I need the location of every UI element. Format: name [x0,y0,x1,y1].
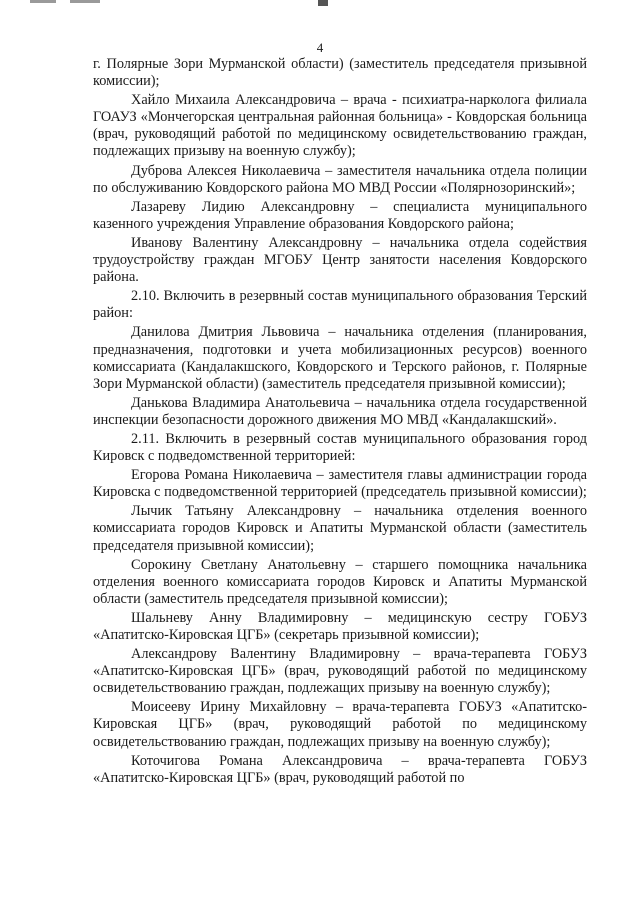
paragraph: Егорова Романа Николаевича – заместителя главы администрации города Кировска с подведомственной территорией (председатель призывной комиссии); [93,467,587,501]
section-heading: 2.10. Включить в резервный состав муниципального образования Терский район: [93,288,587,322]
document-body [93,56,587,789]
scan-artifact [318,0,328,6]
paragraph: Лычик Татьяну Александровну – начальника отделения военного комиссариата городов Кировск и Апатиты Мурманской области (заместитель председателя призывной комиссии); [93,503,587,554]
paragraph: Данькова Владимира Анатольевича – начальника отдела государственной инспекции безопасности дорожного движения МО МВД «Кандалакшский». [93,394,587,428]
paragraph: Коточигова Романа Александровича – врача-терапевта ГОБУЗ «Апатитско-Кировская ЦГБ» (врач, руководящий работой по [93,752,587,786]
paragraph: г. Полярные Зори Мурманской области) (заместитель председателя призывной комиссии); [93,56,587,90]
paragraph: Данилова Дмитрия Львовича – начальника отделения (планирования, предназначения, подготовки и учета мобилизационных ресурсов) военного комиссариата (Кандалакшского, Ковдорского и Терского районов, г. Полярные Зори Мурманской области) (заместитель председателя призывной комиссии); [93,324,587,392]
paragraph: Шальневу Анну Владимировну – медицинскую сестру ГОБУЗ «Апатитско-Кировская ЦГБ» (секретарь призывной комиссии); [93,609,587,643]
page-number: 4 [316,40,324,55]
paragraph: Хайло Михаила Александровича – врача - психиатра-нарколога филиала ГОАУЗ «Мончегорская центральная районная больница» - Ковдорская больница (врач, руководящий работой по медицинскому освидетельствованию граждан, подлежащих призыву на военную службу); [93,92,587,160]
scan-artifact [70,0,100,3]
paragraph: Иванову Валентину Александровну – начальника отдела содействия трудоустройству граждан МГОБУ Центр занятости населения Ковдорского района. [93,234,587,286]
section-heading: 2.11. Включить в резервный состав муниципального образования город Кировск с подведомственной территорией: [93,430,587,465]
paragraph: Лазареву Лидию Александровну – специалиста муниципального казенного учреждения Управление образования Ковдорского района; [93,198,587,232]
paragraph: Дуброва Алексея Николаевича – заместителя начальника отдела полиции по обслуживанию Ковдорского района МО МВД России «Полярнозоринский»; [93,162,587,196]
scan-artifact [30,0,56,3]
paragraph: Сорокину Светлану Анатольевну – старшего помощника начальника отделения военного комиссариата городов Кировск и Апатиты Мурманской области (заместитель председателя призывной комиссии); [93,556,587,607]
paragraph: Моисееву Ирину Михайловну – врача-терапевта ГОБУЗ «Апатитско-Кировская ЦГБ» (врач, руководящий работой по медицинскому освидетельствованию граждан, подлежащих призыву на военную службу); [93,699,587,750]
paragraph: Александрову Валентину Владимировну – врача-терапевта ГОБУЗ «Апатитско-Кировская ЦГБ» (врач, руководящий работой по медицинскому освидетельствованию граждан, подлежащих призыву на военную службу); [93,646,587,697]
